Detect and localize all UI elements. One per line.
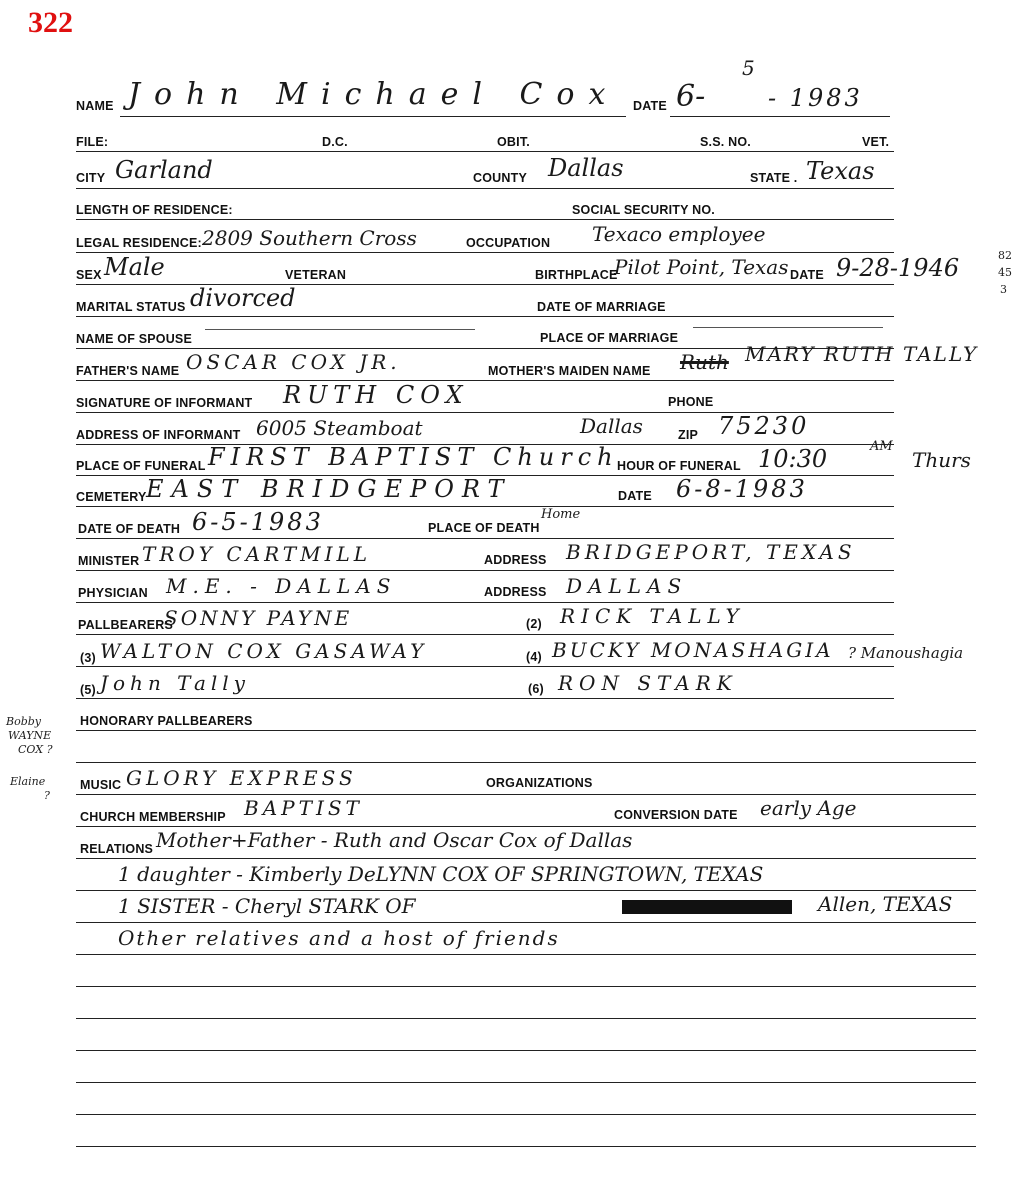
address-of-informant-value: 6005 Steamboat	[256, 416, 423, 440]
residence-line	[76, 219, 894, 220]
name-label: NAME	[76, 99, 114, 113]
pallbearer-5-label: (5)	[80, 683, 96, 697]
mothers-maiden-name-value: MARY RUTH TALLY	[745, 342, 979, 366]
pallbearer-1-value: SONNY PAYNE	[164, 606, 353, 630]
physician-label: PHYSICIAN	[78, 586, 148, 600]
dc-label: D.C.	[322, 135, 348, 149]
social-security-label: SOCIAL SECURITY NO.	[572, 203, 715, 217]
honorary-line-1	[76, 730, 976, 731]
date-of-death-value: 6-5-1983	[192, 508, 324, 536]
pallbearers-line-1	[76, 634, 894, 635]
relations-line-3a-value: 1 SISTER - Cheryl STARK OF	[118, 894, 416, 918]
date-label: DATE	[633, 99, 667, 113]
pallbearer-5-value: John Tally	[100, 671, 250, 695]
zip-label: ZIP	[678, 428, 699, 442]
edge-number: 3	[1000, 283, 1007, 296]
legal-residence-line	[76, 252, 894, 253]
pallbearer-2-label: (2)	[526, 617, 542, 631]
date-line	[670, 116, 890, 117]
edge-number: 45	[998, 266, 1012, 279]
date-day-value: 5	[742, 56, 755, 80]
city-value: Garland	[115, 156, 213, 184]
birth-date-label: DATE	[790, 268, 824, 282]
pallbearers-line-3	[76, 698, 894, 699]
city-line	[76, 188, 894, 189]
relations-label: RELATIONS	[80, 842, 154, 856]
relations-line-4-value: Other relatives and a host of friends	[118, 926, 560, 950]
occupation-label: OCCUPATION	[466, 236, 551, 250]
organizations-label: ORGANIZATIONS	[486, 776, 593, 790]
place-of-marriage-label: PLACE OF MARRIAGE	[540, 331, 679, 345]
relations-redaction	[622, 900, 792, 914]
signature-value: RUTH COX	[283, 381, 469, 409]
fathers-name-label: FATHER'S NAME	[76, 364, 180, 378]
legal-residence-label: LEGAL RESIDENCE:	[76, 236, 202, 250]
honorary-line-2	[76, 762, 976, 763]
phone-label: PHONE	[668, 395, 714, 409]
pallbearers-line-2	[76, 666, 894, 667]
zip-value: 75230	[718, 412, 810, 440]
sex-label: SEX	[76, 268, 102, 282]
spouse-label: NAME OF SPOUSE	[76, 332, 193, 346]
occupation-value: Texaco employee	[592, 222, 766, 246]
blank-line	[76, 1050, 976, 1051]
relations-line-3b-value: Allen, TEXAS	[818, 892, 953, 916]
page-number: 322	[28, 6, 73, 39]
physician-address-value: DALLAS	[566, 574, 688, 598]
music-label: MUSIC	[80, 778, 122, 792]
relations-rule-3	[76, 922, 976, 923]
address-of-informant-label: ADDRESS OF INFORMANT	[76, 428, 241, 442]
fathers-name-value: OSCAR COX JR.	[186, 350, 401, 374]
blank-line	[76, 1146, 976, 1147]
church-membership-value: BAPTIST	[244, 796, 363, 820]
marital-line	[76, 316, 894, 317]
physician-value: M.E. - DALLAS	[166, 574, 397, 598]
blank-line	[76, 1018, 976, 1019]
hour-of-funeral-value: 10:30	[758, 445, 828, 473]
parents-line	[76, 380, 894, 381]
name-line	[120, 116, 626, 117]
blank-line	[76, 1114, 976, 1115]
margin-note-question: ?	[44, 789, 50, 802]
county-label: COUNTY	[473, 171, 527, 185]
conversion-date-value: early Age	[760, 796, 857, 820]
spouse-dash	[205, 329, 475, 330]
birthplace-label: BIRTHPLACE	[535, 268, 618, 282]
pallbearer-4-label: (4)	[526, 650, 542, 664]
church-line	[76, 826, 976, 827]
conversion-date-label: CONVERSION DATE	[614, 808, 738, 822]
music-value: GLORY EXPRESS	[126, 766, 357, 790]
legal-residence-value: 2809 Southern Cross	[202, 226, 417, 250]
cemetery-date-label: DATE	[618, 489, 652, 503]
mothers-maiden-name-label: MOTHER'S MAIDEN NAME	[488, 364, 651, 378]
pallbearer-4-alt-value: ? Manoushagia	[848, 644, 964, 662]
church-membership-label: CHURCH MEMBERSHIP	[80, 810, 226, 824]
veteran-label: VETERAN	[285, 268, 347, 282]
city-label: CITY	[76, 171, 106, 185]
vet-label: VET.	[862, 135, 890, 149]
cemetery-label: CEMETERY	[76, 490, 147, 504]
margin-note-bobby: Bobby	[6, 715, 42, 728]
pallbearer-4-value: BUCKY MONASHAGIA	[552, 638, 834, 662]
date-of-death-label: DATE OF DEATH	[78, 522, 181, 536]
physician-address-label: ADDRESS	[484, 585, 547, 599]
pallbearer-6-value: RON STARK	[558, 671, 738, 695]
pallbearer-6-label: (6)	[528, 682, 544, 696]
margin-note-cox: COX ?	[18, 743, 53, 756]
cemetery-value: EAST BRIDGEPORT	[146, 475, 512, 503]
pallbearer-2-value: RICK TALLY	[560, 604, 745, 628]
cemetery-date-value: 6-8-1983	[676, 475, 808, 503]
relations-rule-2	[76, 890, 976, 891]
physician-line	[76, 602, 894, 603]
blank-line	[76, 1082, 976, 1083]
date-of-marriage-label: DATE OF MARRIAGE	[537, 300, 666, 314]
edge-number: 82	[998, 249, 1012, 262]
birthplace-value: Pilot Point, Texas	[614, 255, 789, 279]
sex-value: Male	[104, 253, 165, 281]
obit-label: OBIT.	[497, 135, 530, 149]
minister-address-value: BRIDGEPORT, TEXAS	[566, 540, 856, 564]
place-of-death-value: Home	[541, 507, 581, 522]
minister-value: TROY CARTMILL	[142, 542, 372, 566]
state-value: Texas	[806, 157, 875, 185]
music-line	[76, 794, 976, 795]
county-value: Dallas	[548, 154, 624, 182]
relations-rule-1	[76, 858, 976, 859]
place-of-death-label: PLACE OF DEATH	[428, 521, 540, 535]
cemetery-line	[76, 506, 894, 507]
margin-note-elaine: Elaine	[10, 775, 46, 788]
hour-day-value: Thurs	[912, 448, 971, 472]
state-label: STATE .	[750, 171, 798, 185]
blank-line	[76, 986, 976, 987]
signature-label: SIGNATURE OF INFORMANT	[76, 396, 253, 410]
informant-city-value: Dallas	[580, 414, 643, 438]
honorary-pallbearers-label: HONORARY PALLBEARERS	[80, 714, 253, 728]
date-year-value: - 1983	[768, 84, 863, 112]
mothers-name-struck-value: Ruth	[680, 350, 729, 374]
relations-line-2-value: 1 daughter - Kimberly DeLYNN COX OF SPRINGTOWN, TEXAS	[118, 862, 764, 886]
hour-am-value: AM	[870, 439, 893, 454]
death-line	[76, 538, 894, 539]
date-month-value: 6-	[676, 79, 706, 114]
hour-of-funeral-label: HOUR OF FUNERAL	[617, 459, 741, 473]
file-line	[76, 151, 894, 152]
birth-date-value: 9-28-1946	[836, 254, 960, 282]
place-of-funeral-label: PLACE OF FUNERAL	[76, 459, 206, 473]
relations-rule-4	[76, 954, 976, 955]
minister-line	[76, 570, 894, 571]
marital-status-label: MARITAL STATUS	[76, 300, 186, 314]
place-of-funeral-value: FIRST BAPTIST Church	[208, 443, 619, 471]
margin-note-wayne: WAYNE	[8, 729, 52, 742]
ssno-label: S.S. NO.	[700, 135, 751, 149]
length-of-residence-label: LENGTH OF RESIDENCE:	[76, 203, 233, 217]
pallbearer-3-label: (3)	[80, 651, 96, 665]
file-label: FILE:	[76, 135, 109, 149]
minister-label: MINISTER	[78, 554, 140, 568]
marital-status-value: divorced	[190, 284, 296, 312]
pallbearers-label: PALLBEARERS	[78, 618, 174, 632]
pallbearer-3-value: WALTON COX GASAWAY	[100, 639, 428, 663]
marriage-place-dash	[693, 327, 883, 328]
relations-line-1-value: Mother+Father - Ruth and Oscar Cox of Dallas	[156, 828, 633, 852]
minister-address-label: ADDRESS	[484, 553, 547, 567]
name-value: John Michael Cox	[128, 77, 620, 112]
